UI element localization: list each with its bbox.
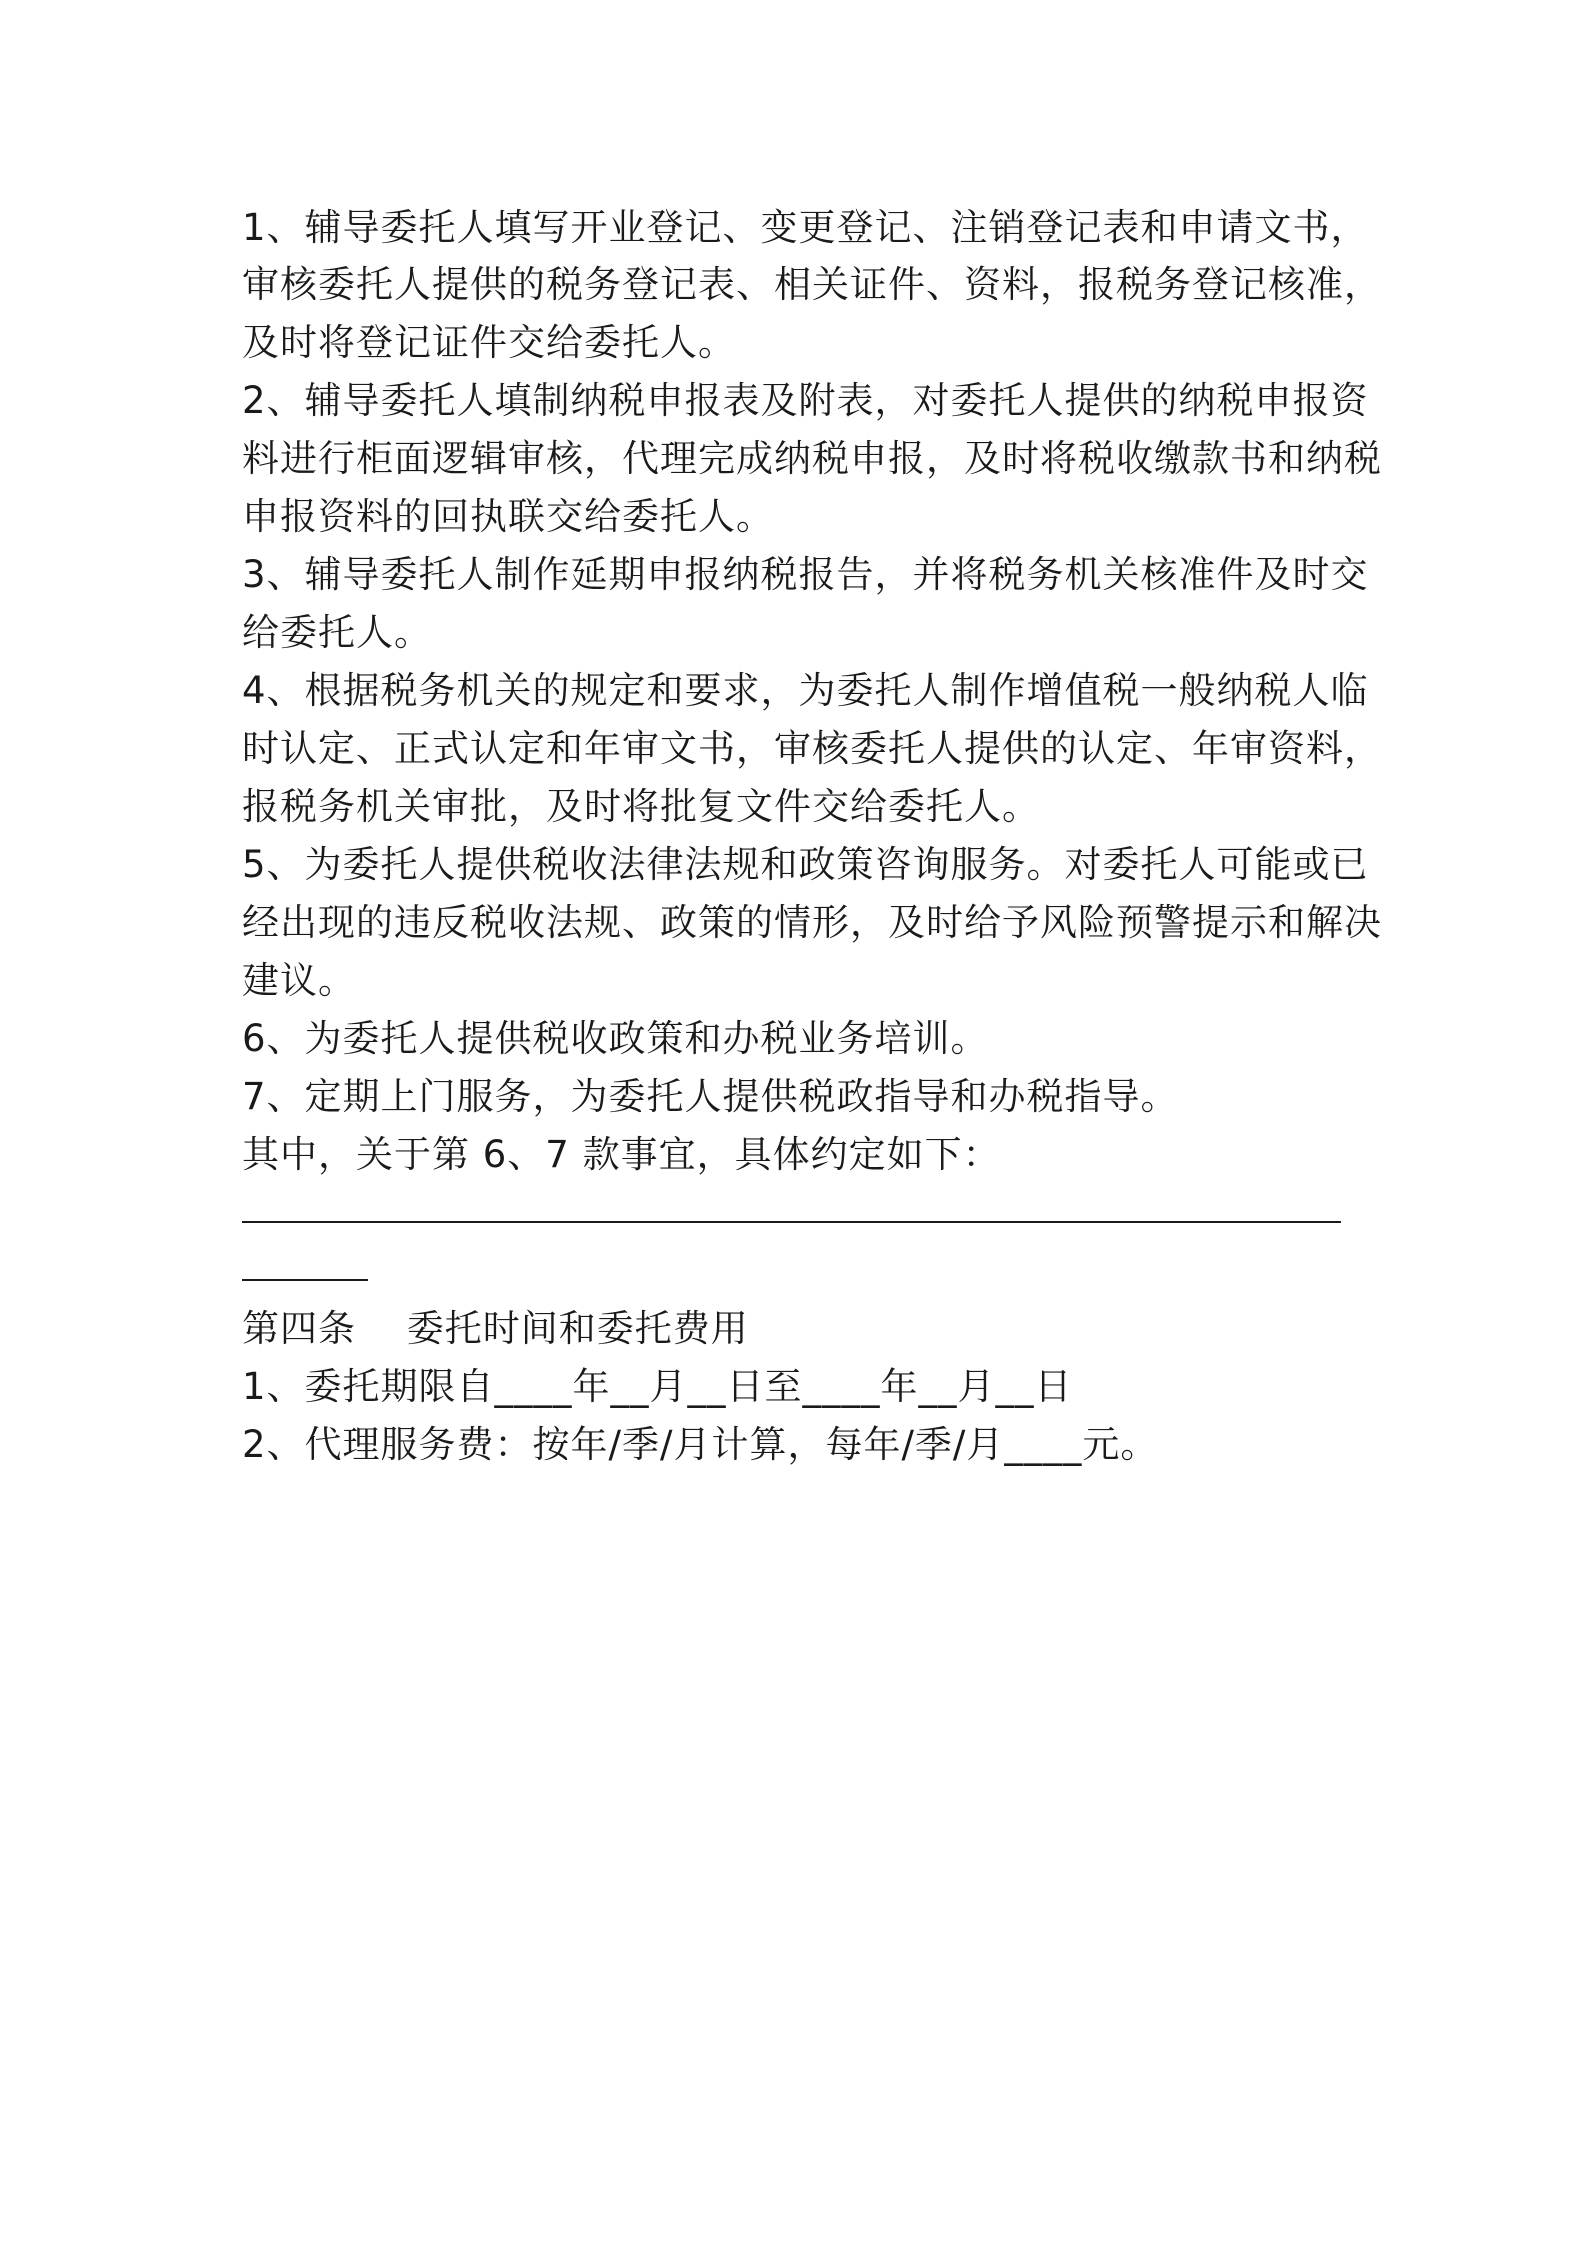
paragraph-line: 料进行柜面逻辑审核，代理完成纳税申报，及时将税收缴款书和纳税 xyxy=(242,437,1382,480)
paragraph-line: 5、为委托人提供税收法律法规和政策咨询服务。对委托人可能或已 xyxy=(242,843,1369,886)
paragraph-line: 2、辅导委托人填制纳税申报表及附表，对委托人提供的纳税申报资 xyxy=(242,379,1369,422)
paragraph-line: 建议。 xyxy=(242,959,356,1002)
paragraph-line: 其中，关于第 6、7 款事宜，具体约定如下： xyxy=(242,1133,1001,1176)
term-line: 1、委托期限自____年__月__日至____年__月__日 xyxy=(242,1365,1073,1408)
paragraph-line: 申报资料的回执联交给委托人。 xyxy=(242,495,774,538)
paragraph-line: 及时将登记证件交给委托人。 xyxy=(242,321,736,364)
paragraph-line: 7、定期上门服务，为委托人提供税政指导和办税指导。 xyxy=(242,1075,1179,1118)
fill-in-blank-line xyxy=(242,1221,1341,1223)
paragraph-line: 报税务机关审批，及时将批复文件交给委托人。 xyxy=(242,785,1040,828)
paragraph-line: 4、根据税务机关的规定和要求，为委托人制作增值税一般纳税人临 xyxy=(242,669,1369,712)
paragraph-line: 3、辅导委托人制作延期申报纳税报告，并将税务机关核准件及时交 xyxy=(242,553,1369,596)
fee-line: 2、代理服务费：按年/季/月计算，每年/季/月____元。 xyxy=(242,1423,1159,1466)
article-heading: 第四条 委托时间和委托费用 xyxy=(242,1307,749,1350)
paragraph-line: 时认定、正式认定和年审文书，审核委托人提供的认定、年审资料， xyxy=(242,727,1382,770)
paragraph-line: 给委托人。 xyxy=(242,611,432,654)
paragraph-line: 1、辅导委托人填写开业登记、变更登记、注销登记表和申请文书， xyxy=(242,206,1369,249)
paragraph-line: 审核委托人提供的税务登记表、相关证件、资料，报税务登记核准， xyxy=(242,263,1382,306)
paragraph-line: 经出现的违反税收法规、政策的情形，及时给予风险预警提示和解决 xyxy=(242,901,1382,944)
paragraph-line: 6、为委托人提供税收政策和办税业务培训。 xyxy=(242,1017,989,1060)
fill-in-blank-line xyxy=(242,1279,368,1281)
